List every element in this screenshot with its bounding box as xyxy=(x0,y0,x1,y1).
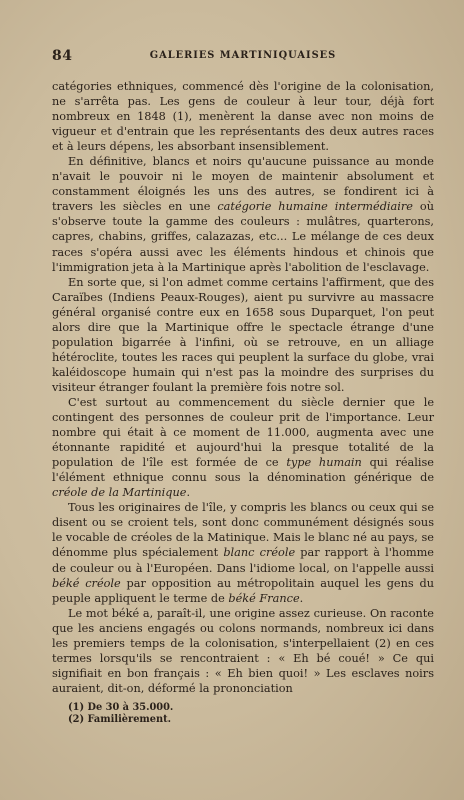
paragraph-3 xyxy=(52,275,434,395)
paragraph-3-text: En sorte que, si l'on admet comme certains l'affirment, que des Caraïbes (Indiens Peaux-Rouges), aient pu survivre au massacre général organisé contre eux en 1658 sous Duparquet, l'on peut alors dire que la Martinique offre le spectacle étrange d'une population bigarrée à l'infini, où se retrouve, en un alliage hétéroclite, toutes les races qui peuplent la surface du globe, vrai kaléidoscope humain qui n'est pas la moindre des surprises du visiteur étranger foulant la première fois notre sol. xyxy=(52,275,434,394)
page-number: 84 xyxy=(52,48,73,64)
paragraph-1-text: catégories ethniques, commencé dès l'origine de la colonisation, ne s'arrêta pas. Les gens de couleur à leur tour, déjà fort nombreux en 1848 (1), menèrent la danse avec non moins de vigueur et d'entrain que les représentants des deux autres races et à leurs dépens, les absorbant insensiblement. xyxy=(52,80,434,154)
paragraph-2 xyxy=(52,154,434,274)
paragraph-4-text-c: . xyxy=(186,486,191,500)
paragraph-6-text: Le mot béké a, paraît-il, une origine assez curieuse. On raconte que les anciens engagés ou colons normands, nombreux ici dans les premiers temps de la colonisation, s'interpellaient (2) en ces termes lorsqu'ils se rencontraient : « Eh bé coué! » Ce qui signifiait en bon français : « Eh bien quoi! » Les esclaves noirs auraient, dit-on, déformé la prononciation xyxy=(52,606,434,695)
paragraph-4-text-b: qui réalise l'élément ethnique connu sous la dénomination générique de xyxy=(52,456,434,485)
footnote-2: (2) Familièrement. xyxy=(68,714,172,726)
paragraph-4 xyxy=(52,395,434,500)
paragraph-6 xyxy=(52,606,434,696)
running-title: GALERIES MARTINIQUAISES xyxy=(149,50,337,61)
paragraph-5-text-c: par opposition au métropolitain auquel les gens du peuple appliquent le terme de xyxy=(52,576,434,605)
footnote-1: (1) De 30 à 35.000. xyxy=(68,701,174,713)
paragraph-2-text-a: En définitive, blancs et noirs qu'aucune puissance au monde n'avait le pouvoir ni le moyen de maintenir absolument et constamment éloignés les uns des autres, se fondirent ici à travers les siècles en une xyxy=(52,155,434,214)
paragraph-5 xyxy=(52,500,434,605)
paragraph-1 xyxy=(52,79,434,154)
paragraph-5-text-b: par rapport à l'homme de couleur ou à l'Européen. Dans l'idiome local, on l'appelle aussi xyxy=(52,546,434,575)
paragraph-2-italic: catégorie humaine intermédiaire xyxy=(217,200,413,214)
paragraph-5-text-a: Tous les originaires de l'île, y compris les blancs ou ceux qui se disent ou se croient tels, sont donc communément désignés sous le vocable de créoles de la Matinique. Mais le blanc né au pays, se dénomme plus spécialement xyxy=(52,501,434,560)
paragraph-4-italic-2: créole de la Martinique xyxy=(52,486,187,500)
paragraph-4-italic-1: type humain xyxy=(286,456,362,470)
footnotes xyxy=(52,702,434,727)
paragraph-5-italic-3: béké France xyxy=(228,591,300,605)
paragraph-4-text-a: C'est surtout au commencement du siècle dernier que le contingent des personnes de couleur prit de l'importance. Leur nombre qui était à ce moment de 11.000, augmenta avec une étonnante rapidité et aujourd'hui la presque totalité de la population de l'île est formée de ce xyxy=(52,395,434,470)
paragraph-5-italic-2: béké créole xyxy=(52,576,121,590)
paragraph-2-text-b: où s'observe toute la gamme des couleurs : mulâtres, quarterons, capres, chabins, griffes, calazazas, etc... Le mélange de ces deux races s'opéra aussi avec les éléments hindous et chinois que l'immigration jeta à la Martinique après l'abolition de l'esclavage. xyxy=(52,200,434,274)
paragraph-5-text-d: . xyxy=(299,591,304,605)
body-text xyxy=(52,79,434,696)
page-header xyxy=(52,48,434,70)
paragraph-5-italic-1: blanc créole xyxy=(223,546,296,560)
